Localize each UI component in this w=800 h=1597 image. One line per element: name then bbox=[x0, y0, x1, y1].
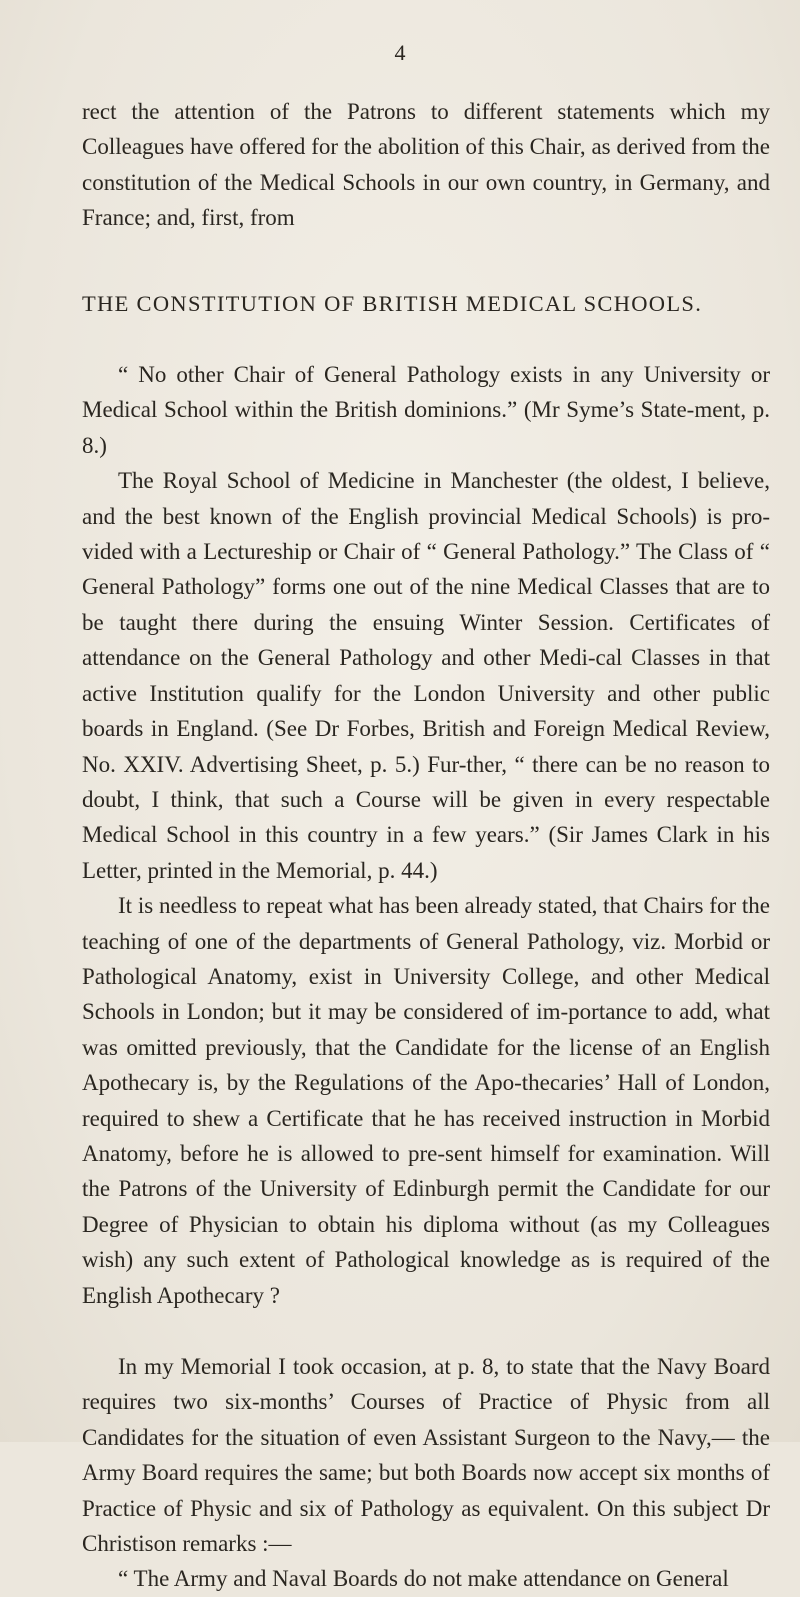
paragraph-quote-syme: “ No other Chair of General Pathology exists in any University or Medical School within the British dominions.” (Mr Syme’s State-ment, p. 8.) bbox=[82, 362, 770, 458]
paragraph-navy-board: In my Memorial I took occasion, at p. 8, to state that the Navy Board requires two six-months’ Courses of Practice of Physic from all Candidates for the situation of even Assistant Surgeon to the Navy,— the Army Board requires the same; but both Boards now accept six months of Practice of Physic and six of Pathology as equivalent. On this subject Dr Christison remarks :— bbox=[82, 1354, 770, 1557]
paragraph-intro: rect the attention of the Patrons to different statements which my Colleagues have offered for the abolition of this Chair, as derived from the constitution of the Medical Schools in our own country, in Germany, and France; and, first, from bbox=[82, 99, 770, 231]
section-heading: THE CONSTITUTION OF BRITISH MEDICAL SCHOOLS. bbox=[82, 290, 703, 316]
paragraph-quote-christison: “ The Army and Naval Boards do not make attendance on General bbox=[118, 1566, 729, 1592]
body-text bbox=[82, 94, 770, 1597]
paragraph-manchester: The Royal School of Medicine in Manchester (the oldest, I believe, and the best known of the English provincial Medical Schools) is pro-vided with a Lectureship or Chair of “ General Pathology.” The Class of “ General Pathology” forms one out of the nine Medical Classes that are to be taught there during the ensuing Winter Session. Certificates of attendance on the General Pathology and other Medi-cal Classes in that active Institution qualify for the London University and other public boards in England. (See Dr Forbes, British and Foreign Medical Review, No. XXIV. Advertising Sheet, p. 5.) Fur-ther, “ there can be no reason to doubt, I think, that such a Course will be given in every respectable Medical School in this country in a few years.” (Sir James Clark in his Letter, printed in the Memorial, p. 44.) bbox=[82, 468, 770, 883]
paragraph-morbid-anatomy: It is needless to repeat what has been already stated, that Chairs for the teaching of one of the departments of General Pathology, viz. Morbid or Pathological Anatomy, exist in University College, and other Medical Schools in London; but it may be considered of im-portance to add, what was omitted previously, that the Candidate for the license of an English Apothecary is, by the Regulations of the Apo-thecaries’ Hall of London, required to shew a Certificate that he has received instruction in Morbid Anatomy, before he is allowed to pre-sent himself for examination. Will the Patrons of the University of Edinburgh permit the Candidate for our Degree of Physician to obtain his diploma without (as my Colleagues wish) any such extent of Pathological knowledge as is required of the English Apothecary ? bbox=[82, 893, 770, 1308]
page-number: 4 bbox=[394, 40, 406, 65]
